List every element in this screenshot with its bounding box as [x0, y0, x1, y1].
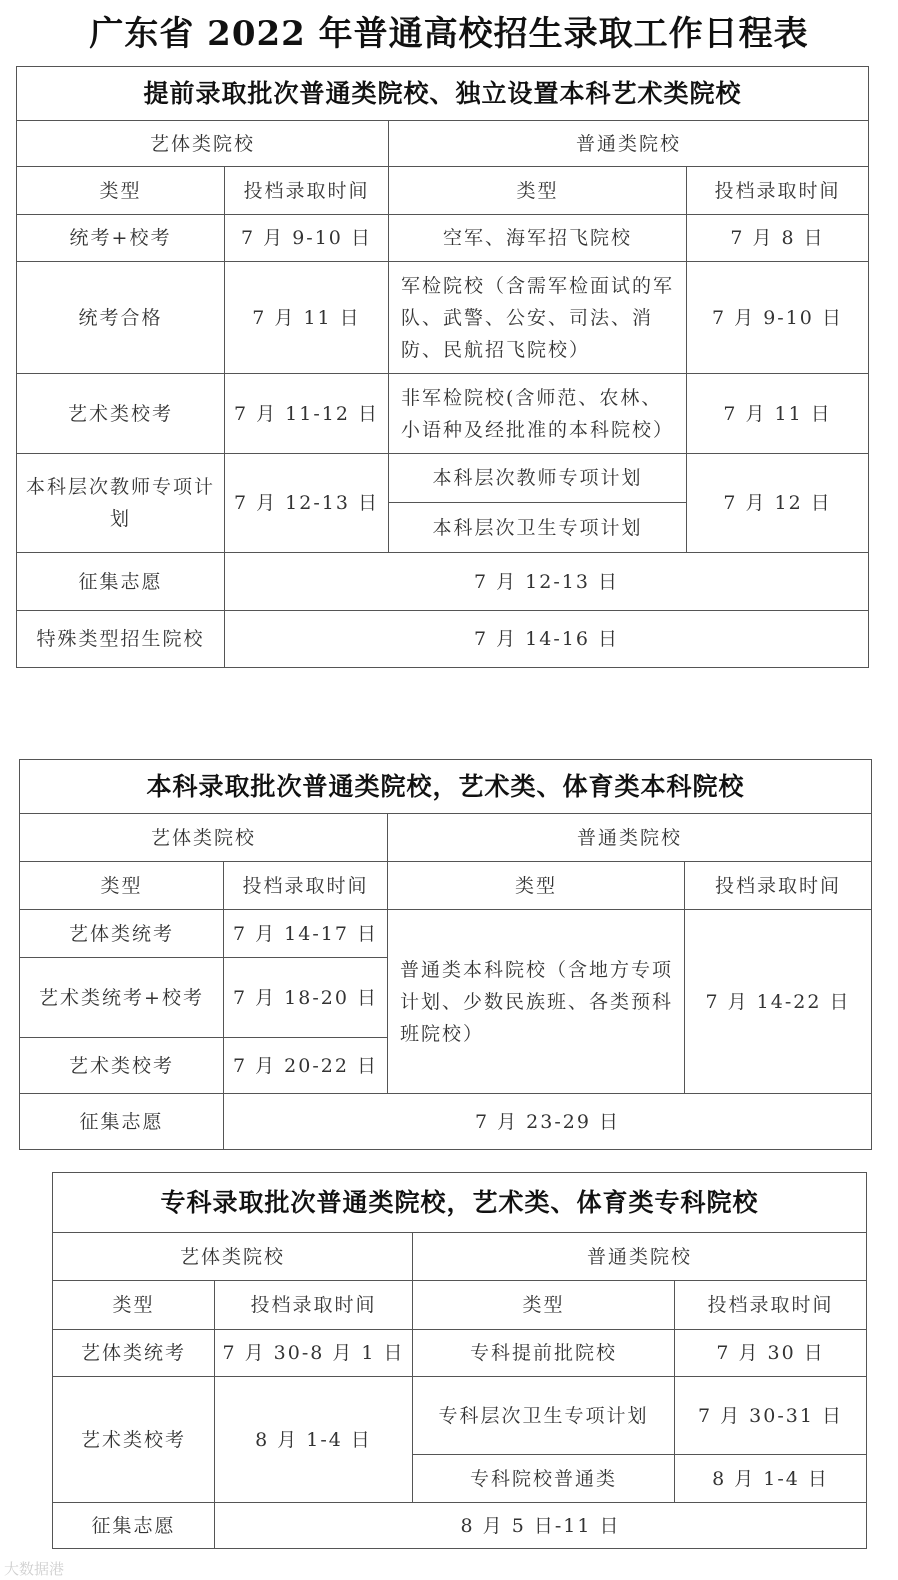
art-time-cell: 7 月 14-17 日: [224, 910, 388, 958]
type-header: 类型: [388, 862, 685, 910]
call-for-wishes-time: 7 月 23-29 日: [224, 1094, 872, 1150]
art-time-cell: 7 月 30-8 月 1 日: [215, 1330, 413, 1377]
art-type-cell: 艺术类统考+校考: [20, 958, 224, 1038]
time-header: 投档录取时间: [687, 167, 869, 215]
general-type-cell: 本科层次卫生专项计划: [389, 503, 687, 553]
art-type-cell: 艺体类统考: [20, 910, 224, 958]
art-time-cell: 7 月 12-13 日: [225, 454, 389, 553]
art-time-cell: 7 月 20-22 日: [224, 1038, 388, 1094]
art-type-cell: 艺术类校考: [20, 1038, 224, 1094]
general-type-cell: 本科层次教师专项计划: [389, 454, 687, 503]
general-type-cell: 专科层次卫生专项计划: [413, 1377, 675, 1455]
type-header: 类型: [17, 167, 225, 215]
page-title: 广东省 2022 年普通高校招生录取工作日程表: [89, 14, 809, 54]
general-type-cell: 空军、海军招飞院校: [389, 215, 687, 262]
special-type-label: 特殊类型招生院校: [17, 611, 225, 668]
general-time-cell: 7 月 9-10 日: [687, 262, 869, 374]
general-type-cell: 军检院校（含需军检面试的军队、武警、公安、司法、消防、民航招飞院校）: [389, 262, 687, 374]
general-time-cell: 7 月 12 日: [687, 454, 869, 553]
general-type-cell: 专科院校普通类: [413, 1455, 675, 1503]
art-type-cell: 艺术类校考: [53, 1377, 215, 1503]
schedule-table-undergraduate-batch: [19, 759, 872, 1150]
type-header: 类型: [53, 1281, 215, 1330]
type-header: 类型: [413, 1281, 675, 1330]
general-time-cell: 7 月 14-22 日: [685, 910, 872, 1094]
general-type-cell: 普通类本科院校（含地方专项计划、少数民族班、各类预科班院校）: [388, 910, 685, 1094]
time-header: 投档录取时间: [225, 167, 389, 215]
general-type-cell: 非军检院校(含师范、农林、小语种及经批准的本科院校）: [389, 374, 687, 454]
call-for-wishes-time: 8 月 5 日-11 日: [215, 1503, 867, 1549]
general-schools-header: 普通类院校: [413, 1233, 867, 1281]
art-time-cell: 7 月 11 日: [225, 262, 389, 374]
art-schools-header: 艺体类院校: [20, 814, 388, 862]
section-title: 本科录取批次普通类院校，艺术类、体育类本科院校: [20, 760, 872, 814]
general-type-cell: 专科提前批院校: [413, 1330, 675, 1377]
general-schools-header: 普通类院校: [389, 121, 869, 167]
general-time-cell: 7 月 11 日: [687, 374, 869, 454]
art-type-cell: 艺术类校考: [17, 374, 225, 454]
general-schools-header: 普通类院校: [388, 814, 872, 862]
call-for-wishes-label: 征集志愿: [17, 553, 225, 611]
type-header: 类型: [20, 862, 224, 910]
watermark: 大数据港: [4, 1560, 65, 1578]
general-time-cell: 7 月 30-31 日: [675, 1377, 867, 1455]
schedule-table-vocational-batch: [52, 1172, 867, 1549]
time-header: 投档录取时间: [224, 862, 388, 910]
art-schools-header: 艺体类院校: [53, 1233, 413, 1281]
art-type-cell: 统考合格: [17, 262, 225, 374]
call-for-wishes-label: 征集志愿: [53, 1503, 215, 1549]
time-header: 投档录取时间: [215, 1281, 413, 1330]
art-type-cell: 艺体类统考: [53, 1330, 215, 1377]
art-type-cell: 统考+校考: [17, 215, 225, 262]
art-time-cell: 7 月 11-12 日: [225, 374, 389, 454]
art-schools-header: 艺体类院校: [17, 121, 389, 167]
call-for-wishes-label: 征集志愿: [20, 1094, 224, 1150]
section-title: 提前录取批次普通类院校、独立设置本科艺术类院校: [17, 67, 869, 121]
time-header: 投档录取时间: [685, 862, 872, 910]
art-time-cell: 7 月 18-20 日: [224, 958, 388, 1038]
call-for-wishes-time: 7 月 12-13 日: [225, 553, 869, 611]
general-time-cell: 7 月 8 日: [687, 215, 869, 262]
time-header: 投档录取时间: [675, 1281, 867, 1330]
special-type-time: 7 月 14-16 日: [225, 611, 869, 668]
art-time-cell: 7 月 9-10 日: [225, 215, 389, 262]
type-header: 类型: [389, 167, 687, 215]
art-type-cell: 本科层次教师专项计划: [17, 454, 225, 553]
schedule-table-advance-batch: [16, 66, 869, 668]
section-title: 专科录取批次普通类院校，艺术类、体育类专科院校: [53, 1173, 867, 1233]
art-time-cell: 8 月 1-4 日: [215, 1377, 413, 1503]
general-time-cell: 7 月 30 日: [675, 1330, 867, 1377]
general-time-cell: 8 月 1-4 日: [675, 1455, 867, 1503]
